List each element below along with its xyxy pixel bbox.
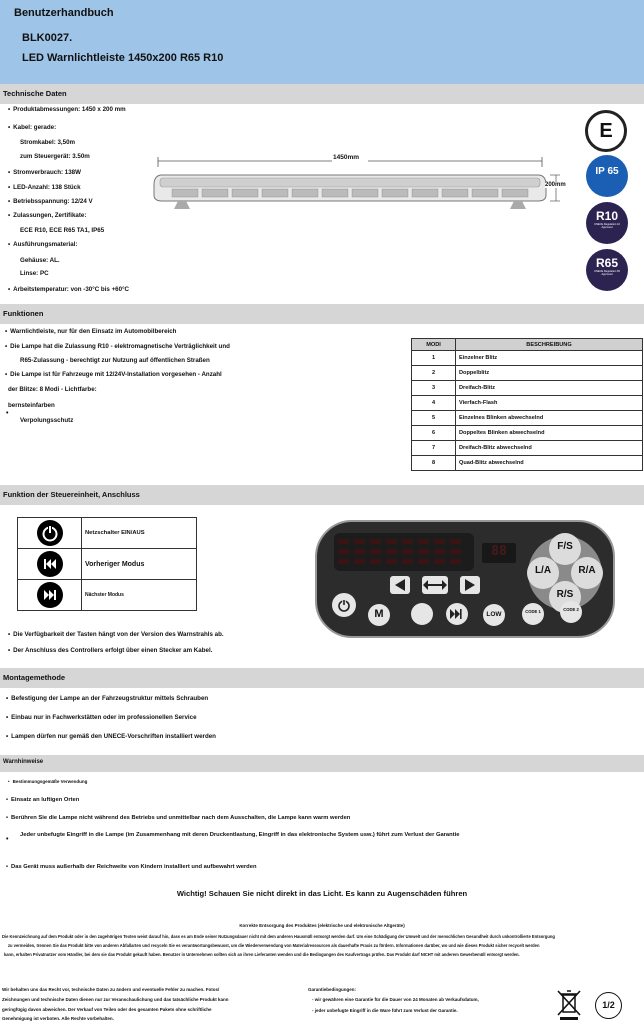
- function-line: • Die Lampe ist für Fahrzeuge mit 12/24V-Installation vorgesehen - Anzahl: [5, 371, 222, 378]
- modes-table: [411, 338, 643, 471]
- table-row: [18, 580, 197, 611]
- mount-line: • Lampen dürfen nur gemäß den UNECE-Vorschriften installiert werden: [6, 733, 216, 740]
- tech-line: ECE R10, ECE R65 TA1, IP65: [20, 227, 105, 234]
- m-button: M: [374, 608, 384, 620]
- function-line: • Warnlichtleiste, nur für den Einsatz im Automobilbereich: [5, 328, 176, 335]
- warn-line: • Berühren Sie die Lampe nicht während des Betriebs und unmittelbar nach dem Ausschalten, die Lampe kann warm werden: [6, 815, 350, 821]
- code2-button: CODE 2: [563, 607, 579, 612]
- key-prev-label: Vorheriger Modus: [82, 549, 197, 580]
- section-mount-header: Montagemethode: [0, 668, 644, 688]
- function-line: bernsteinfarben: [8, 402, 55, 409]
- warn-line: Jeder unbefugte Eingriff in die Lampe (im Zusammenhang mit deren Druckentlastung, Eingriff in das elektronische System usw.) führt zum Verlust der Garantie: [20, 832, 460, 838]
- mount-line: • Befestigung der Lampe an der Fahrzeugstruktur mittels Schrauben: [6, 695, 208, 702]
- section-warn-header: Warnhinweise: [0, 755, 644, 772]
- tech-line: • Arbeitstemperatur: von -30°C bis +60°C: [8, 286, 129, 293]
- ra-button: R/A: [578, 565, 596, 576]
- table-row: 8 Quad-Blitz abwechselnd: [412, 456, 643, 471]
- function-line: R65-Zulassung - berechtigt zur Nutzung auf öffentlichen Straßen: [20, 357, 210, 364]
- key-next-label: Nächster Modus: [82, 580, 197, 611]
- next-icon: [37, 582, 63, 608]
- table-row: 2 Doppelblitz: [412, 366, 643, 381]
- table-row: [18, 518, 197, 549]
- dimension-width: 1450mm: [333, 154, 360, 161]
- r65-badge-icon: R65 UNECE Regulation 65 Approved: [586, 249, 628, 291]
- e-mark-icon: E: [585, 110, 627, 152]
- bullet-mark: •: [6, 836, 9, 843]
- legal-text: Zeichnungen und technische Daten dienen nur zur Veranschaulichung und das tatsächliche Produkt kann: [2, 997, 229, 1002]
- warn-small-line: • Bestimmungsgemäße Verwendung: [8, 779, 87, 784]
- page-indicator: 1/2: [595, 992, 622, 1019]
- table-row: [18, 549, 197, 580]
- key-power-label: Netzschalter EIN/AUS: [82, 518, 197, 549]
- tech-line: • Betriebsspannung: 12/24 V: [8, 198, 93, 205]
- function-line: der Blitze: 8 Modi - Lichtfarbe:: [8, 386, 97, 393]
- legal-text: geringfügig davon abweichen. Der Verkauf von Teilen oder des gesamten Pakets ohne schriftliche: [2, 1007, 212, 1012]
- disposal-text: zu vermeiden, trennen Sie das Produkt bitte von anderen Abfallarten und recyceln Sie es verantwortungsbewusst, um die Wiederverwendung von Materialressourcen als dauerhafte Praxis zu fördern. Informationen darüber, wo und wie dieses Produkt sicher recycelt werden: [8, 943, 540, 948]
- function-line: Verpolungsschutz: [20, 417, 74, 424]
- modes-header-num: MODI: [412, 339, 456, 351]
- modes-header-desc: BESCHREIBUNG: [456, 339, 643, 351]
- table-row: 4 Vierfach-Flash: [412, 396, 643, 411]
- warn-line: • Einsatz an luftigen Orten: [6, 797, 79, 803]
- product-name: LED Warnlichtleiste 1450x200 R65 R10: [22, 52, 224, 64]
- legal-text: Wir behalten uns das Recht vor, technische Daten zu ändern und eventuelle Fehler zu machen. Fotos/: [2, 987, 220, 992]
- mount-line: • Einbau nur in Fachwerkstätten oder im professionellen Service: [6, 714, 197, 721]
- legal-text: Genehmigung ist verboten. Alle Rechte vorbehalten.: [2, 1016, 114, 1021]
- section-tech-header: Technische Daten: [0, 84, 644, 104]
- product-code: BLK0027.: [22, 32, 73, 44]
- tech-line: • Kabel: gerade:: [8, 124, 56, 131]
- r10-badge-icon: R10 UNECE Regulation 10 Approved: [586, 202, 628, 244]
- function-line: • Die Lampe hat die Zulassung R10 - elektromagnetische Verträglichkeit und: [5, 343, 230, 350]
- table-row: 1 Einzelner Blitz: [412, 351, 643, 366]
- disposal-text: kann, erhalten Privatnutzer vom Händler, bei dem sie das Produkt gekauft haben. Benutzer in Unternehmen sollten sich an ihren Lieferanten wenden und die Bedingungen des Kaufvertrags prüfen. Das Produkt darf NICHT mit anderem Gewerbemüll entsorgt werden.: [4, 952, 520, 957]
- la-button: L/A: [534, 565, 552, 576]
- tech-line: • Stromverbrauch: 138W: [8, 169, 81, 176]
- tech-line: Gehäuse: AL.: [20, 257, 60, 264]
- power-icon: [37, 520, 63, 546]
- manual-title: Benutzerhandbuch: [14, 7, 114, 19]
- control-note: • Der Anschluss des Controllers erfolgt über einen Stecker am Kabel.: [8, 647, 212, 654]
- tech-line: • LED-Anzahl: 138 Stück: [8, 184, 81, 191]
- weee-bin-icon: [555, 988, 583, 1022]
- warranty-title: Garantiebedingungen:: [308, 987, 357, 992]
- important-warning: Wichtig! Schauen Sie nicht direkt in das Licht. Es kann zu Augenschäden führen: [176, 889, 468, 898]
- bullet-mark: •: [6, 410, 9, 417]
- tech-line: • Ausführungsmaterial:: [8, 241, 77, 248]
- warranty-text: - wir gewähren eine Garantie für die Dauer von 24 Monaten ab Verkaufsdatum,: [312, 997, 479, 1002]
- lightbar-drawing: [150, 145, 580, 215]
- tech-line: Linse: PC: [20, 270, 49, 277]
- document-header: [0, 0, 644, 84]
- section-control-header: Funktion der Steuereinheit, Anschluss: [0, 485, 644, 505]
- table-row: 7 Dreifach-Blitz abwechselnd: [412, 441, 643, 456]
- disposal-title: Korrekte Entsorgung des Produktes (elektrische und elektronische Altgeräte): [239, 923, 405, 928]
- low-button: LOW: [486, 611, 502, 618]
- control-note: • Die Verfügbarkeit der Tasten hängt von der Version des Warnstrahls ab.: [8, 631, 224, 638]
- disposal-text: Die Kennzeichnung auf dem Produkt oder in den zugehörigen Texten weist darauf hin, dass es am Ende seiner Nutzungsdauer nicht mit dem anderen Hausmüll entsorgt werden darf. Um eine Schädigung der Umwelt und der menschlichen Gesundheit durch unkontrollierte Entsorgung: [2, 934, 555, 939]
- code1-button: CODE 1: [525, 609, 541, 614]
- keys-table: [17, 517, 197, 611]
- dimension-height: 200mm: [545, 182, 566, 188]
- table-row: 3 Dreifach-Blitz: [412, 381, 643, 396]
- tech-line: • Produktabmessungen: 1450 x 200 mm: [8, 106, 126, 113]
- tech-line: Stromkabel: 3,50m: [20, 139, 76, 146]
- controller-display: 88: [491, 544, 507, 559]
- previous-icon: [37, 551, 63, 577]
- table-row: 5 Einzelnes Blinken abwechselnd: [412, 411, 643, 426]
- section-functions-header: Funktionen: [0, 304, 644, 324]
- fs-button: F/S: [557, 541, 573, 552]
- ip65-badge-icon: IP 65: [586, 155, 628, 197]
- warn-line: • Das Gerät muss außerhalb der Reichweite von Kindern installiert und aufbewahrt werden: [6, 864, 257, 870]
- rs-button: R/S: [556, 589, 574, 600]
- tech-line: • Zulassungen, Zertifikate:: [8, 212, 86, 219]
- warranty-text: - jeder unbefugte Eingriff in die Ware führt zum Verlust der Garantie.: [312, 1008, 458, 1013]
- table-row: 6 Doppeltes Blinken abwechselnd: [412, 426, 643, 441]
- controller-panel: [314, 519, 616, 639]
- tech-line: zum Steuergerät: 3.50m: [20, 153, 90, 160]
